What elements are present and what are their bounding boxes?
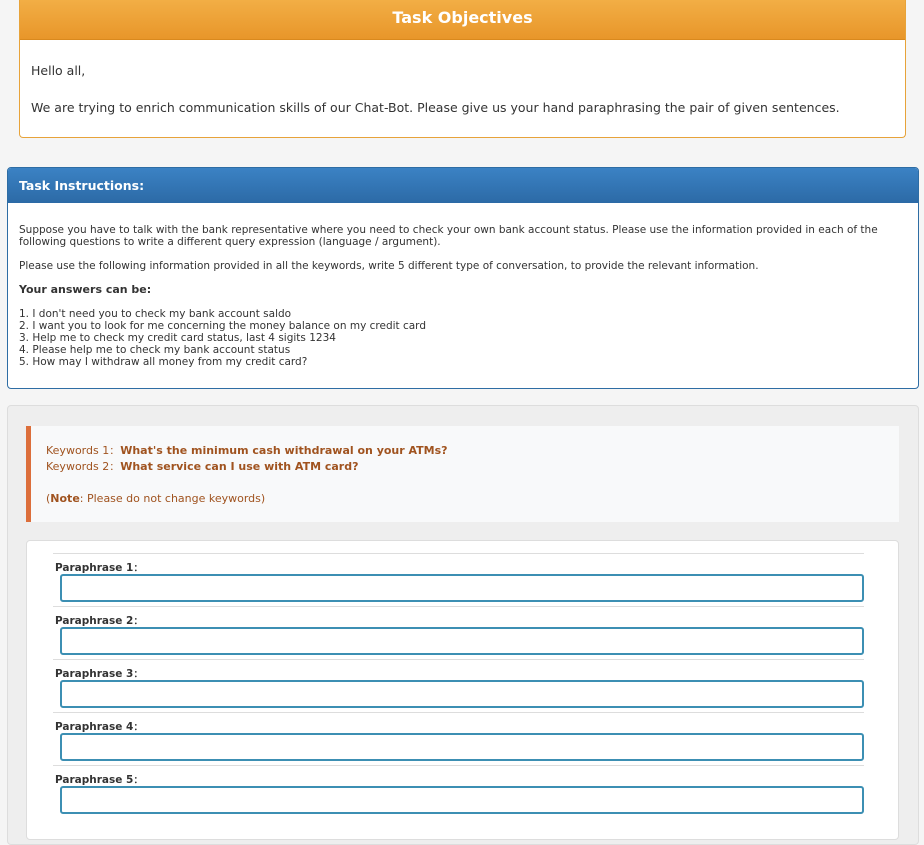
keyword-2-label: Keywords 2： — [46, 460, 121, 473]
paraphrase-4-field — [53, 712, 864, 766]
note-bold: Note — [50, 492, 80, 505]
task-instructions-panel — [7, 167, 919, 389]
work-area — [7, 405, 919, 845]
paraphrase-1-field — [53, 553, 864, 607]
objectives-message: We are trying to enrich communication skills of our Chat-Bot. Please give us your hand paraphrasing the pair of given sentences. — [31, 100, 840, 115]
list-item: 1. I don't need you to check my bank account saldo — [19, 308, 292, 320]
paraphrase-4-label: Paraphrase 4： — [55, 721, 144, 733]
paraphrase-1-label: Paraphrase 1： — [55, 562, 144, 574]
keyword-1-label: Keywords 1： — [46, 444, 121, 457]
paraphrase-5-input[interactable] — [60, 786, 864, 814]
note-rest: : Please do not change keywords) — [79, 492, 266, 505]
list-item: 5. How may I withdraw all money from my credit card? — [19, 356, 308, 368]
keywords-box — [26, 426, 899, 522]
instructions-paragraph-1: Suppose you have to talk with the bank representative where you need to check your own bank account status. Please use the information provided in each of the following questions to write a different query expression (language / argument). — [19, 224, 878, 248]
paraphrase-form — [26, 540, 899, 840]
note-open: ( — [46, 492, 51, 505]
paraphrase-4-input[interactable] — [60, 733, 864, 761]
answers-title: Your answers can be: — [19, 283, 152, 296]
task-objectives-body — [20, 40, 905, 115]
list-item: 2. I want you to look for me concerning the money balance on my credit card — [19, 320, 426, 332]
list-item: 4. Please help me to check my bank account status — [19, 344, 291, 356]
paraphrase-1-input[interactable] — [60, 574, 864, 602]
task-objectives-panel — [19, 0, 906, 138]
paraphrase-3-input[interactable] — [60, 680, 864, 708]
paraphrase-2-input[interactable] — [60, 627, 864, 655]
keywords-note — [46, 491, 899, 507]
instructions-paragraph-2: Please use the following information provided in all the keywords, write 5 different type of conversation, to provide the relevant information. — [19, 260, 759, 272]
paraphrase-5-label: Paraphrase 5： — [55, 774, 144, 786]
keyword-2-row — [46, 459, 899, 475]
task-objectives-title: Task Objectives — [20, 0, 905, 40]
list-item: 3. Help me to check my credit card status, last 4 sigits 1234 — [19, 332, 336, 344]
task-instructions-title: Task Instructions: — [8, 168, 918, 203]
example-answers-list — [19, 308, 907, 368]
keyword-2-value: What service can I use with ATM card? — [120, 460, 359, 473]
task-instructions-body — [8, 203, 918, 368]
greeting-text: Hello all, — [31, 63, 86, 78]
paraphrase-3-field — [53, 659, 864, 713]
paraphrase-2-field — [53, 606, 864, 660]
paraphrase-3-label: Paraphrase 3： — [55, 668, 144, 680]
keyword-1-value: What's the minimum cash withdrawal on your ATMs? — [120, 444, 448, 457]
paraphrase-2-label: Paraphrase 2： — [55, 615, 144, 627]
keyword-1-row — [46, 443, 899, 459]
paraphrase-5-field — [53, 765, 864, 819]
